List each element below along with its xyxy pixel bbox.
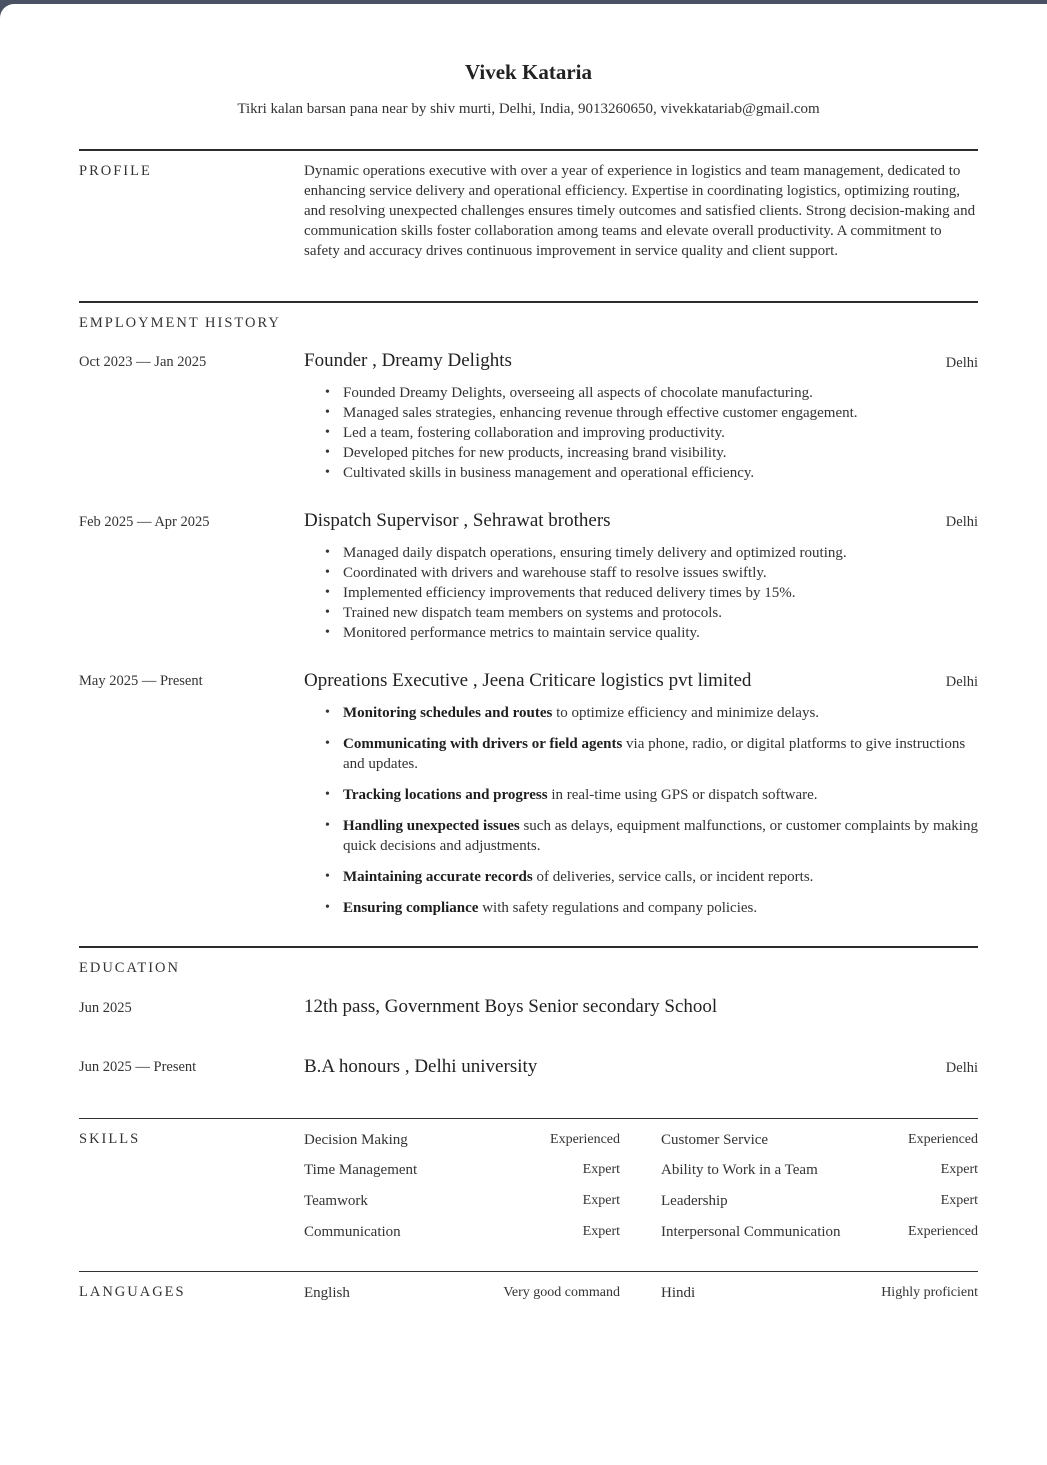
job-bullet: • Monitored performance metrics to maintain service quality. — [304, 623, 978, 643]
skill-level: Experienced — [908, 1132, 978, 1147]
skill-level: Expert — [582, 1193, 620, 1208]
job-dates: Oct 2023 — Jan 2025 — [79, 354, 207, 370]
bullet-emphasis: Communicating with drivers or field agents — [343, 736, 623, 752]
profile-summary: Dynamic operations executive with over a year of experience in logistics and team management, dedicated to enhancing service delivery and operational efficiency. Expertise in coordinating logistics, optimizing routing, and resolving unexpected challenges ensures timely outcomes and satisfied clients. Strong decision-making and communication skills foster collaboration among teams and elevate overall productivity. A commitment to safety and accuracy drives continuous improvement in service quality and client support. — [304, 163, 976, 259]
bullet-emphasis: Ensuring compliance — [343, 900, 479, 916]
job-bullet: • Developed pitches for new products, increasing brand visibility. — [304, 443, 978, 463]
job-bullet: • Trained new dispatch team members on systems and protocols. — [304, 603, 978, 623]
section-title-education: EDUCATION — [79, 960, 180, 976]
job-bullet: • Led a team, fostering collaboration and improving productivity. — [304, 423, 978, 443]
job-bullet — [304, 898, 978, 918]
skill-name: Ability to Work in a Team — [661, 1162, 818, 1178]
bullet-text: such as delays, equipment malfunctions, or customer complaints by making quick decisions and adjustments. — [343, 818, 978, 854]
bullet-text: via phone, radio, or digital platforms to give instructions and updates. — [343, 736, 966, 772]
skill-name: Decision Making — [304, 1132, 408, 1148]
skill-name: Teamwork — [304, 1193, 368, 1209]
contact-info: Tikri kalan barsan pana near by shiv murti, Delhi, India, 9013260650, vivekkatariab@gmail.com — [237, 101, 820, 117]
education-location: Delhi — [945, 1060, 978, 1076]
skill-level: Experienced — [908, 1224, 978, 1239]
skill-name: Leadership — [661, 1193, 728, 1209]
skill-name: Time Management — [304, 1162, 418, 1178]
job-location: Delhi — [945, 514, 978, 530]
skill-level: Expert — [940, 1193, 978, 1208]
job-title: Opreations Executive , Jeena Criticare logistics pvt limited — [304, 670, 752, 691]
education-title: B.A honours , Delhi university — [304, 1056, 538, 1077]
bullet-text: to optimize efficiency and minimize delays. — [552, 705, 820, 721]
job-title: Dispatch Supervisor , Sehrawat brothers — [304, 510, 611, 531]
section-divider — [79, 301, 978, 303]
job-bullet: • Founded Dreamy Delights, overseeing all aspects of chocolate manufacturing. — [304, 383, 978, 403]
section-divider — [79, 149, 978, 151]
skill-name: Interpersonal Communication — [661, 1224, 841, 1240]
education-title: 12th pass, Government Boys Senior secondary School — [304, 996, 718, 1017]
job-location: Delhi — [945, 355, 978, 371]
skill-level: Expert — [940, 1162, 978, 1177]
section-divider — [79, 1118, 978, 1119]
job-bullets — [304, 383, 978, 483]
job-dates: May 2025 — Present — [79, 673, 203, 689]
section-title-skills: SKILLS — [79, 1131, 141, 1147]
skill-level: Expert — [582, 1224, 620, 1239]
job-title: Founder , Dreamy Delights — [304, 350, 512, 371]
candidate-name: Vivek Kataria — [465, 60, 592, 84]
resume-page — [0, 4, 1047, 1465]
bullet-text: with safety regulations and company policies. — [478, 900, 758, 916]
section-title-profile: PROFILE — [79, 163, 152, 179]
job-bullet — [304, 867, 978, 887]
bullet-text: in real-time using GPS or dispatch software. — [547, 787, 818, 803]
skill-name: Communication — [304, 1224, 401, 1240]
bullet-emphasis: Maintaining accurate records — [343, 869, 533, 885]
job-bullet: • Implemented efficiency improvements that reduced delivery times by 15%. — [304, 583, 978, 603]
section-title-languages: LANGUAGES — [79, 1284, 186, 1300]
bullet-emphasis: Tracking locations and progress — [343, 787, 548, 803]
section-title-employment: EMPLOYMENT HISTORY — [79, 315, 281, 331]
skill-level: Experienced — [550, 1132, 620, 1147]
job-bullet: • Managed sales strategies, enhancing revenue through effective customer engagement. — [304, 403, 978, 423]
language-level: Highly proficient — [881, 1285, 978, 1300]
job-bullet: • Coordinated with drivers and warehouse staff to resolve issues swiftly. — [304, 563, 978, 583]
bullet-emphasis: Monitoring schedules and routes — [343, 705, 553, 721]
job-location: Delhi — [945, 674, 978, 690]
section-divider — [79, 1271, 978, 1272]
job-bullet: • Managed daily dispatch operations, ensuring timely delivery and optimized routing. — [304, 543, 978, 563]
language-name: English — [304, 1285, 350, 1301]
skill-name: Customer Service — [661, 1132, 769, 1148]
bullet-text: of deliveries, service calls, or incident reports. — [532, 869, 814, 885]
language-level: Very good command — [503, 1285, 620, 1300]
skill-level: Expert — [582, 1162, 620, 1177]
job-bullet — [304, 785, 978, 805]
job-bullet: • Cultivated skills in business management and operational efficiency. — [304, 463, 978, 483]
bullet-emphasis: Handling unexpected issues — [343, 818, 520, 834]
education-dates: Jun 2025 — Present — [79, 1059, 197, 1075]
job-bullet — [304, 816, 978, 856]
job-bullet — [304, 734, 978, 774]
job-bullets — [304, 703, 978, 929]
section-divider — [79, 946, 978, 948]
job-bullets — [304, 543, 978, 643]
language-name: Hindi — [661, 1285, 696, 1301]
job-dates: Feb 2025 — Apr 2025 — [79, 514, 210, 530]
education-dates: Jun 2025 — [79, 1000, 132, 1016]
job-bullet — [304, 703, 978, 723]
